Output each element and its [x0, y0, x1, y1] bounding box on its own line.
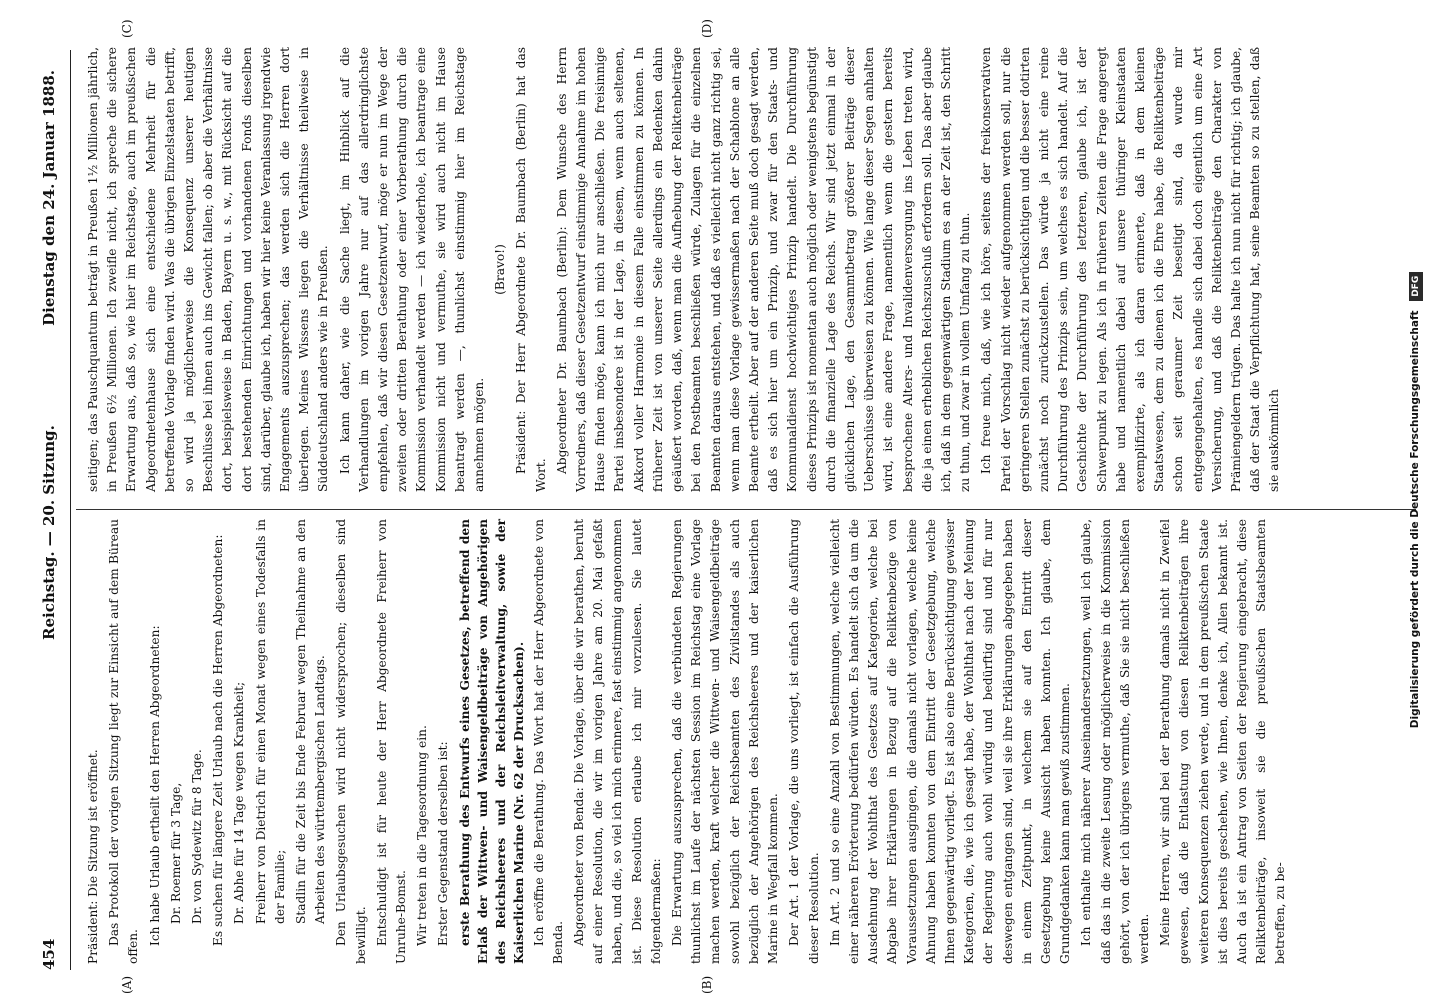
margin-letter-a: (A) [120, 975, 134, 994]
agenda-heading: erste Berathung des Entwurfs eines Gesetzes, betreffend den Erlaß der Wittwen- und Waisengeldbeiträge von Angehörigen des Reichsheeres und der Reichsleitverwaltung, sowie der Kaiserlichen Marine (Nr. 62 der Drucksachen). [457, 519, 526, 964]
session-date: Dienstag den 24. Januar 1888. [40, 70, 58, 326]
paragraph: Freiherr von Dietrich für einen Monat wegen eines Todesfalls in der Familie; [253, 519, 287, 924]
paragraph: Ich habe Urlaub ertheilt den Herren Abgeordneten: [147, 625, 162, 946]
paragraph: Entschuldigt ist für heute der Herr Abgeordnete Freiherr von Unruhe-Bomst. [374, 519, 409, 964]
digitization-credit [1402, 0, 1428, 1000]
paragraph: Es suchen für längere Zeit Urlaub nach die Herren Abgeordneten: [211, 534, 226, 946]
paragraph: Abgeordneter Dr. Baumbach (Berlin): Dem Wunsche des Herrn Vorredners, daß dieser Gesetzentwurf einstimmige Annahme im hohen Hause finden möge, kann ich mich nur anschließen. Die freisinnige Partei insbesondere ist in der Lage, in diesem, wenn auch seltenen, Akkord voller Harmonie in diesem Falle einstimmen zu können. In früherer Zeit ist von unserer Seite allerdings ein Bedenken dahin geäußert worden, daß, wenn man die Aufhebung der Reliktenbeiträge bei den Postbeamten beschließen würde, Zulagen für die einzelnen Beamten daraus entstehen, und daß es vielleicht nicht ganz richtig sei, wenn man diese Vorlage gewissermaßen nach der Schablone an alle Beamte ertheilt. Aber auf der anderen Seite muß doch gesagt werden, daß es sich hier um ein Prinzip, und zwar für den Staats- und Kommunaldienst hochwichtiges Prinzip handelt. Die Durchführung dieses Prinzips ist momentan auch möglich oder wenigstens begünstigt durch die finanzielle Lage des Reichs. Wir sind jetzt einmal in der glücklichen Lage, den Gesammtbetrag größerer Beiträge dieser Ueberschüsse überweisen zu können. Wie lange dieser Segen anhalten wird, ist eine andere Frage, namentlich wenn die gestern bereits besprochene Alters- und Invalidenversorgung ins Leben treten wird, die ja einen erheblichen Reichszuschuß erfordern soll. Das aber glaube ich, daß in dem gegenwärtigen Stadium es an der Zeit ist, den Schritt zu thun, und zwar in vollem Umfang zu thun. [554, 47, 973, 492]
paragraph: Im Art. 2 und so eine Anzahl von Bestimmungen, welche vielleicht einer näheren Erörterung bedürfen würden. Es handelt sich da um die Ausdehnung der Wohlthat des Gesetzes auf Kategorien, welche bei Abgabe ihrer Erklärungen in Bezug auf die Reliktenbezüge von Voraussetzungen ausgingen, die damals nicht vorlagen, welche keine Ahnung haben konnten von dem Eintritt der Gesetzgebung, welche Ihnen gegenwärtig vorliegt. Es ist also eine Berücksichtigung gewisser Kategorien, die, wie ich gesagt habe, der Wohlthat nach der Meinung der Regierung auch wohl würdig und bedürftig sind und für nur deswegen entgangen sind, weil sie ihre Erklärungen abgegeben haben in einem Zeitpunkt, in welchem sie auf den Eintritt dieser Gesetzgebung keine Aussicht haben konnten. Ich glaube, dem Grundgedanken kann man gewiß zustimmen. [827, 519, 1073, 964]
paragraph: Ich enthalte mich näherer Auseinandersetzungen, weil ich glaube, daß das in die zweite Lesung oder möglicherweise in die Kommission gehört, von der ich übrigens vermuthe, daß Sie sie nicht beschließen werden. [1079, 519, 1151, 964]
paragraph: Dr. Abhe für 14 Tage wegen Krankheit; [232, 681, 247, 924]
paragraph: Ich freue mich, daß, wie ich höre, seitens der freikonservativen Partei der Vorschlag nicht wieder aufgenommen werden soll, nur die geringeren Stellen zunächst zu berücksichtigen und die besser dotirten zunächst noch zurückzustellen. Das würde ja nicht eine reine Durchführung des Prinzips sein, um welches es sich handelt. Auf die Geschichte der Durchführung des letzteren, glaube ich, ist der Schwerpunkt zu legen. Als ich in früheren Zeiten die Frage angeregt habe und namentlich dabei auf unsere thüringer Kleinstaaten exemplifizirte, als ich daran erinnerte, daß in dem kleinen Staatswesen, dem zu dienen ich die Ehre habe, die Reliktenbeiträge schon seit geraumer Zeit beseitigt sind, da wurde mir entgegengehalten, es handle sich dabei doch eigentlich um eine Art Versicherung, und daß die Reliktenbeiträge den Charakter von Prämiengeldern trügen. Das halte ich nun nicht für richtig; ich glaube, daß der Staat die Verpflichtung hat, seine Beamten so zu stellen, daß sie auskömmlich [979, 47, 1282, 492]
column-divider [76, 509, 1416, 510]
dfg-logo: DFG [1409, 272, 1423, 301]
paragraph: Dr. Roemer für 3 Tage, [168, 782, 183, 924]
paragraph: Abgeordneter von Benda: Die Vorlage, über die wir berathen, beruht auf einer Resolution, die wir im vorigen Jahre am 20. Mai gefaßt haben, und die, so viel ich mich erinnere, fast einstimmig angenommen ist. Diese Resolution erlaube ich mir vorzulesen. Sie lautet folgendermaßen: [572, 519, 663, 964]
paragraph: Stadlin für die Zeit bis Ende Februar wegen Theilnahme an den Arbeiten des württembergischen Landtags. [294, 519, 328, 924]
left-column [84, 519, 1293, 964]
paragraph: Präsident: Die Sitzung ist eröffnet. [86, 749, 100, 964]
paragraph: Der Art. 1 der Vorlage, die uns vorliegt, ist einfach die Ausführung dieser Resolution. [787, 519, 821, 964]
credit-text: Digitalisierung gefördert durch die Deutsche Forschungsgemeinschaft [1409, 310, 1421, 729]
paragraph: Meine Herren, wir sind bei der Berathung damals nicht in Zweifel gewesen, daß die Entlastung von diesen Reliktenbeiträgen ihre weiteren Konsequenzen ziehen werde, und in dem preußischen Staate ist dies bereits geschehen, wie Ihnen, denke ich, Allen bekannt ist. Auch da ist ein Antrag von Seiten der Regierung eingebracht, diese Reliktenbeiträge, insoweit sie die preußischen Staatsbeamten betreffen, zu be- [1158, 519, 1288, 964]
header-rule [70, 50, 71, 970]
session-title: Reichstag. — 20. Sitzung. [40, 425, 58, 640]
paragraph: Das Protokoll der vorigen Sitzung liegt zur Einsicht auf dem Büreau offen. [107, 519, 141, 964]
paragraph: Die Erwartung auszusprechen, daß die verbündeten Regierungen thunlichst im Laufe der nächsten Session im Reichstag eine Vorlage machen werden, kraft welcher die Wittwen- und Waisengeldbeiträge sowohl bezüglich der Reichsbeamten des Zivilstandes als auch bezüglich der Angehörigen des Reichsheeres und der kaiserlichen Marine in Wegfall kommen. [670, 519, 781, 964]
credit-text-wrapper [1402, 0, 1428, 1000]
page-number: 454 [40, 938, 58, 970]
paragraph: Den Urlaubsgesuchen wird nicht widersprochen; dieselben sind bewilligt. [334, 519, 368, 964]
paragraph: Wir treten in die Tagesordnung ein. [415, 725, 430, 946]
margin-letter-b: (B) [700, 975, 714, 994]
paragraph: Ich eröffne die Berathung. Das Wort hat der Herr Abgeordnete von Benda. [531, 519, 565, 964]
right-column [84, 47, 1287, 492]
page-header [40, 50, 66, 970]
applause-note: (Bravo!) [493, 244, 508, 295]
paragraph: Ich kann daher, wie die Sache liegt, im Hinblick auf die Verhandlungen im vorigen Jahre nur auf das allerdringlichste empfehlen, daß wir diesen Gesetzentwurf, möge er nun im Wege der zweiten oder dritten Berathung oder einer Vorberathung durch die Kommission verhandelt werden — ich wiederhole, ich beantrage eine Kommission nicht und vermuthe, sie wird auch nicht im Hause beantragt werden —, thunlichst einstimmig hier im Reichstage annehmen mögen. [337, 47, 487, 492]
paragraph: Erster Gegenstand derselben ist: [436, 741, 451, 946]
paragraph: seitigen; das Pauschquantum beträgt in Preußen 1½ Millionen jährlich, in Preußen 6½ Millionen. Ich zweifle nicht, ich spreche die sichere Erwartung aus, daß so, wie hier im Reichstage, auch im preußischen Abgeordnetenhause sich eine entschiedene Mehrheit für die betreffende Vorlage finden wird. Was die übrigen Einzelstaaten betrifft, so wird ja möglicherweise die Konsequenz unserer heutigen Beschlüsse bei ihnen auch ins Gewicht fallen; ob aber die Verhältnisse dort, beispielsweise in Baden, Bayern u. s. w., mit Rücksicht auf die dort bestehenden Einrichtungen und vorhandenen Fonds dieselben sind, darüber, glaube ich, haben wir hier keine Veranlassung irgendwie Engagements auszusprechen; das werden sich die Herren dort überlegen. Meines Wissens liegen die Verhältnisse theilweise in Süddeutschland anders wie in Preußen. [86, 47, 331, 492]
margin-letter-c: (C) [120, 19, 134, 38]
margin-letter-d: (D) [700, 19, 714, 38]
paragraph: Dr. von Sydewitz für 8 Tage. [190, 749, 205, 924]
paragraph: Präsident: Der Herr Abgeordnete Dr. Baumbach (Berlin) hat das Wort. [514, 47, 548, 492]
